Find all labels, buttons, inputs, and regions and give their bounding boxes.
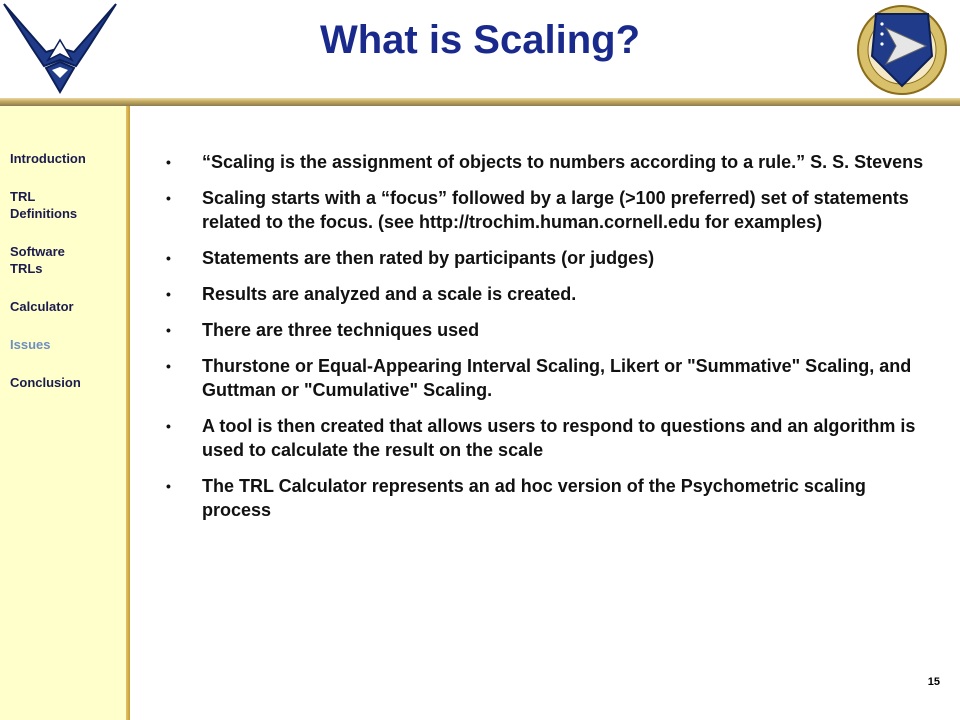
bullet-icon: • [166,286,171,302]
list-item: • Results are analyzed and a scale is created. [166,284,577,304]
sidebar-item-trl-definitions[interactable]: TRL Definitions [10,189,78,221]
sidebar-item-calculator[interactable]: Calculator [10,299,74,314]
bullet-icon: • [166,358,171,374]
sidebar-item-conclusion[interactable]: Conclusion [10,375,81,390]
bullet-icon: • [166,250,171,266]
sidebar-item-software-trls[interactable]: Software TRLs [10,244,65,276]
slide-title: What is Scaling? [319,18,641,62]
header-divider [0,98,960,106]
bullet-icon: • [166,322,171,338]
sidebar-divider [126,106,130,720]
list-item: • Statements are then rated by participants (or judges) [166,248,655,268]
bullet-icon: • [166,154,171,170]
page-number: 15 [927,676,940,688]
list-item: • A tool is then created that allows users to respond to questions and an algorithm is used to calculate the result on the scale [166,416,916,460]
afrl-shield-emblem [852,0,952,96]
list-item: • “Scaling is the assignment of objects to numbers according to a rule.” S. S. Stevens [166,152,924,172]
sidebar-item-introduction[interactable]: Introduction [10,151,86,166]
bullet-icon: • [166,190,171,206]
sidebar-item-issues[interactable]: Issues [10,337,51,352]
list-item: • There are three techniques used [166,320,480,340]
bullet-icon: • [166,478,171,494]
list-item: • Scaling starts with a “focus” followed by a large (>100 preferred) set of statements related to the focus. (see http://trochim.human.cornell.edu for examples) [166,188,909,232]
sidebar-nav [10,150,122,412]
list-item: • Thurstone or Equal-Appearing Interval Scaling, Likert or "Summative" Scaling, and Guttman or "Cumulative" Scaling. [166,356,912,400]
list-item: • The TRL Calculator represents an ad hoc version of the Psychometric scaling process [166,476,866,520]
bullet-list [160,150,930,534]
air-force-wings-logo [0,0,120,96]
bullet-icon: • [166,418,171,434]
